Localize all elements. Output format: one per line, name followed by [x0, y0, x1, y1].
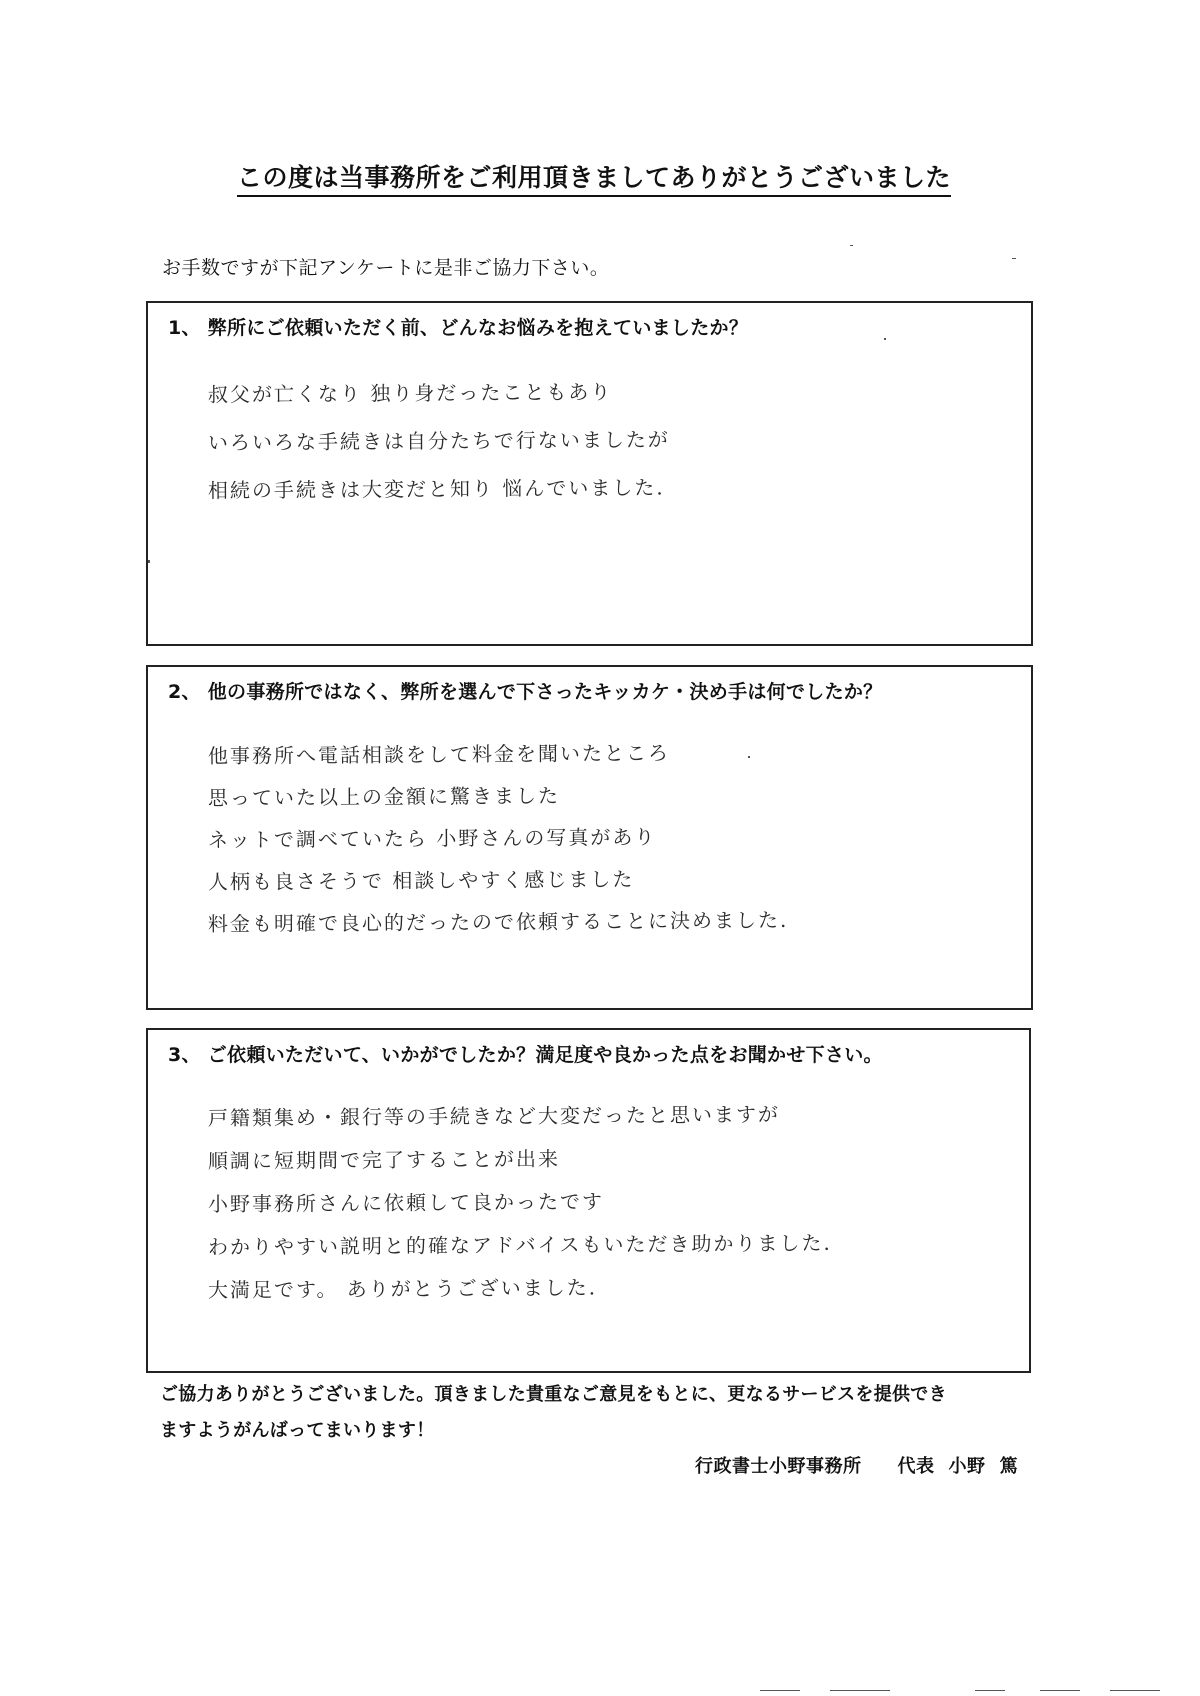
question-2-label: 2、 他の事務所ではなく、弊所を選んで下さったキッカケ・決め手は何でしたか？ — [168, 681, 883, 703]
scan-speck — [850, 245, 853, 246]
closing-line: ますようがんばってまいります！ — [160, 1420, 435, 1441]
answer-line: わかりやすい説明と的確なアドバイスもいただき助かりました. — [207, 1230, 832, 1260]
answer-line: 戸籍類集め・銀行等の手続きなど大変だったと思いますが — [207, 1102, 781, 1131]
question-1-answer — [208, 369, 670, 513]
answer-line: ネットで調べていたら 小野さんの写真があり — [207, 824, 657, 853]
answer-line: 大満足です。 ありがとうございました. — [207, 1275, 598, 1303]
answer-line: 小野事務所さんに依頼して良かったです — [207, 1189, 605, 1217]
question-box-3 — [146, 1028, 1031, 1373]
answer-line: いろいろな手続きは自分たちで行ないましたが — [207, 427, 670, 455]
survey-intro: お手数ですが下記アンケートに是非ご協力下さい。 — [162, 257, 610, 279]
answer-line: 相続の手続きは大変だと知り 悩んでいました. — [207, 475, 665, 503]
page-title — [0, 158, 1188, 194]
office-name: 行政書士小野事務所 — [695, 1456, 862, 1477]
question-1-label: 1、 弊所にご依頼いただく前、どんなお悩みを抱えていましたか？ — [168, 317, 749, 339]
answer-line: 順調に短期間で完了することが出来 — [207, 1146, 561, 1174]
closing-message — [160, 1377, 1040, 1449]
question-box-1 — [146, 301, 1033, 646]
scan-edge-mark — [760, 1690, 800, 1691]
answer-line: 叔父が亡くなり 独り身だったこともあり — [207, 379, 613, 407]
question-box-2 — [146, 665, 1033, 1010]
question-3-label: 3、 ご依頼いただいて、いかがでしたか？満足度や良かった点をお聞かせ下さい。 — [168, 1044, 883, 1066]
scan-speck — [1012, 258, 1016, 259]
scan-edge-mark — [1110, 1690, 1160, 1691]
answer-line: 料金も明確で良心的だったので依頼することに決めました. — [207, 907, 789, 937]
closing-line: ご協力ありがとうございました。頂きました貴重なご意見をもとに、更なるサービスを提供でき — [160, 1384, 947, 1405]
scan-edge-mark — [830, 1690, 890, 1691]
scan-speck — [148, 560, 150, 563]
page-title-text: この度は当事務所をご利用頂きましてありがとうございました — [237, 163, 951, 197]
representative-title: 代表 — [897, 1456, 935, 1477]
representative-given-name: 篤 — [999, 1456, 1018, 1477]
question-2-answer — [208, 733, 788, 943]
representative-surname: 小野 — [948, 1456, 986, 1477]
answer-line: 人柄も良さそうで 相談しやすく感じました — [207, 867, 635, 895]
scan-edge-mark — [975, 1690, 1005, 1691]
scan-speck — [884, 338, 886, 340]
question-3-answer — [208, 1095, 832, 1310]
scan-edge-mark — [1040, 1690, 1080, 1691]
scan-speck — [748, 756, 750, 758]
answer-line: 他事務所へ電話相談をして料金を聞いたところ — [207, 740, 671, 769]
answer-line: 思っていた以上の金額に驚きました — [207, 783, 561, 811]
office-signature — [695, 1452, 1018, 1478]
